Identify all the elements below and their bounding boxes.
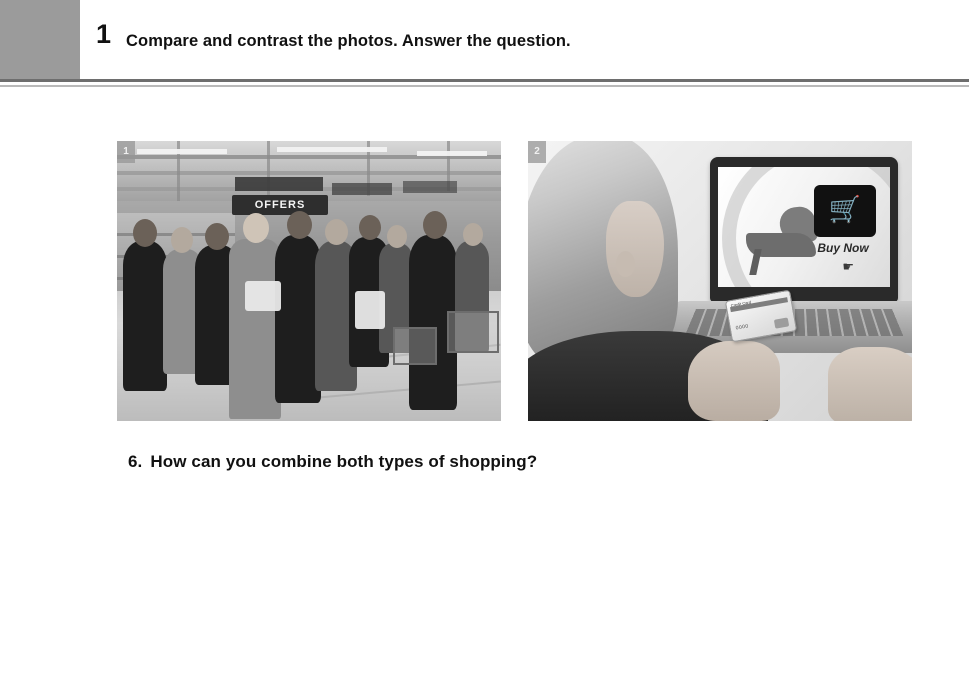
photo-1-badge: 1 [117, 141, 135, 163]
shopper [123, 241, 167, 391]
woman-face [606, 201, 664, 297]
woman-hand-holding-card [688, 341, 780, 421]
aisle-sign [332, 183, 392, 195]
shopping-bag [355, 291, 385, 329]
credit-card-number: 0000 [735, 323, 750, 332]
question-text: How can you combine both types of shopping? [150, 452, 538, 471]
shopper-head [287, 211, 312, 239]
shopper-head [133, 219, 157, 247]
shopper-head [359, 215, 381, 240]
shopper-head [243, 213, 269, 243]
shopper-in-coat [229, 239, 281, 419]
woman-ear [616, 251, 635, 277]
exercise-instruction: Compare and contrast the photos. Answer the question. [126, 32, 571, 50]
photo-2-badge: 2 [528, 141, 546, 163]
high-heel-shoe-product-image [740, 189, 818, 271]
header-gray-block [0, 0, 80, 79]
shopping-cart-icon [814, 185, 876, 237]
ceiling-light [417, 151, 487, 156]
ceiling-beam [117, 171, 501, 175]
question-6 [128, 452, 537, 472]
woman-hand-on-keyboard [828, 347, 912, 421]
ceiling-light [277, 147, 387, 152]
shopping-bag [245, 281, 281, 311]
photo-2-online-shopping [528, 141, 912, 421]
ceiling-light [137, 149, 227, 154]
aisle-sign [403, 181, 457, 193]
shopper-head [423, 211, 447, 239]
offers-sign: OFFERS [232, 195, 328, 215]
shopper-head [205, 223, 229, 250]
credit-card-label: Credit Card [730, 299, 752, 309]
mouse-pointer-icon: ☛ [842, 259, 854, 274]
exercise-number: 1 [96, 19, 111, 49]
shopping-cart [447, 311, 499, 353]
shopping-cart [393, 327, 437, 365]
shopper-head [387, 225, 407, 248]
header-divider-light [0, 85, 969, 87]
shopper-head [325, 219, 348, 245]
photo-1-supermarket-queue [117, 141, 501, 421]
laptop-screen [718, 167, 890, 287]
shopper-head [171, 227, 193, 253]
question-number: 6. [128, 452, 143, 471]
aisle-sign [235, 177, 323, 191]
shopper-head [463, 223, 483, 246]
exercise-header [0, 0, 969, 79]
credit-card-chip [774, 317, 789, 328]
header-divider-dark [0, 79, 969, 82]
cart-glyph: 🛒 [828, 193, 862, 224]
buy-now-label: Buy Now [817, 241, 869, 255]
